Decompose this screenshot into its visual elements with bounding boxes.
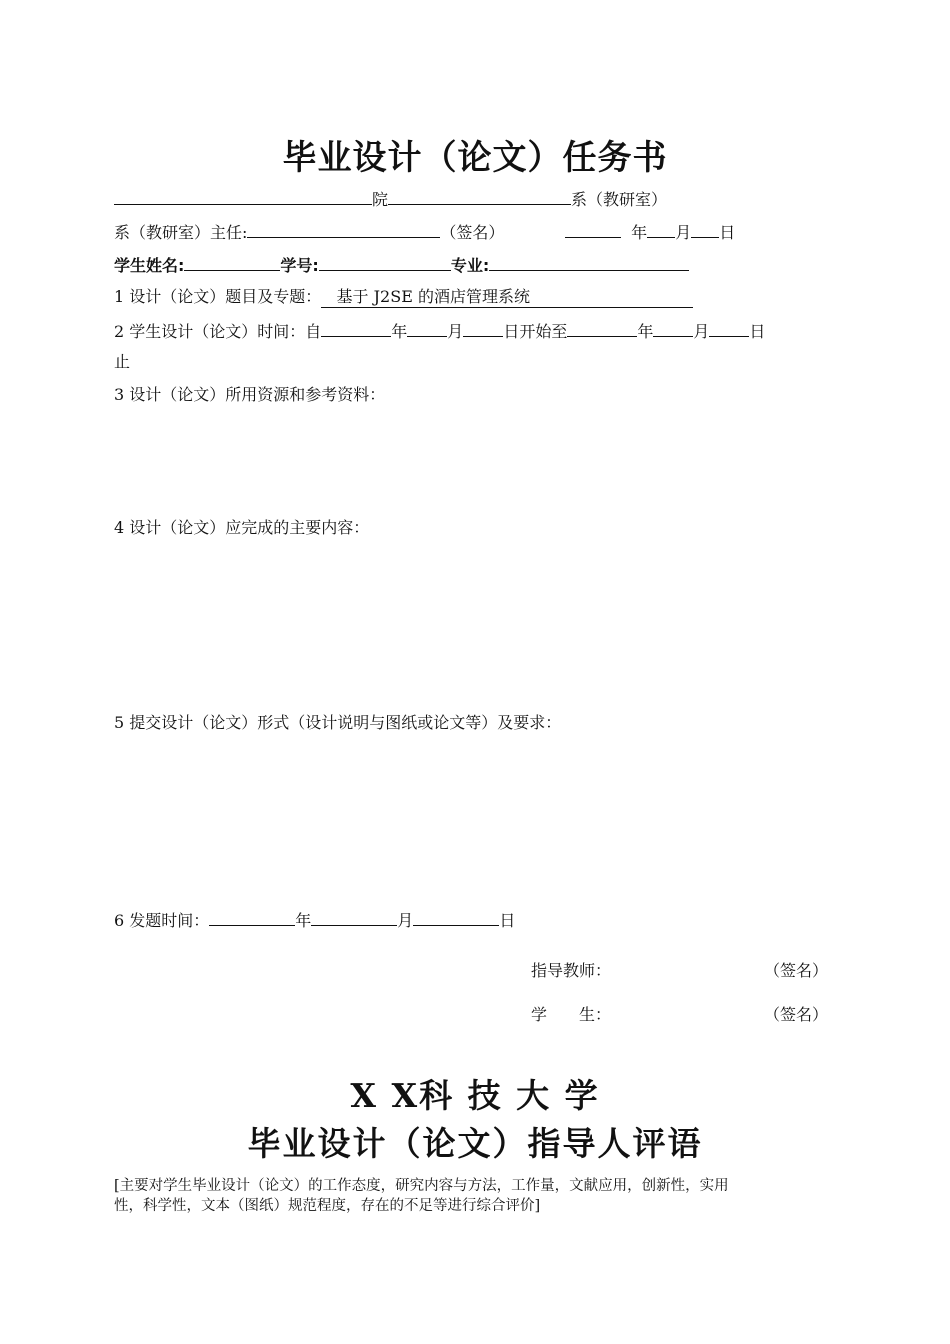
director-date [565, 221, 735, 243]
time-month: 月 [447, 322, 464, 341]
student-name-blank[interactable] [184, 254, 280, 271]
time-day-blank[interactable] [463, 320, 503, 337]
evaluation-title: 毕业设计（论文）指导人评语 [247, 1124, 703, 1163]
major-blank[interactable] [489, 254, 689, 271]
issue-day: 日 [499, 911, 516, 930]
major-label: 专业: [450, 256, 490, 275]
time-label: 2 学生设计（论文）时间：自 [114, 322, 322, 341]
time-month2: 月 [693, 322, 710, 341]
director-month: 月 [675, 223, 692, 242]
topic-label: 1 设计（论文）题目及专题： [114, 287, 322, 306]
topic-value-text: 基于 J2SE 的酒店管理系统 [336, 287, 530, 306]
item-content: 4 设计（论文）应完成的主要内容： [114, 518, 370, 537]
topic-value[interactable] [321, 287, 693, 308]
item-topic [114, 287, 693, 308]
university-name: X X科 技 大 学 [350, 1076, 600, 1115]
director-label: 系（教研室）主任: [114, 223, 248, 242]
director-day-blank[interactable] [691, 221, 719, 238]
evaluation-note-line1: [主要对学生毕业设计（论文）的工作态度，研究内容与方法，工作量，文献应用，创新性，实用 [114, 1178, 729, 1194]
director-year: 年 [631, 223, 648, 242]
time-day2: 日 [749, 322, 766, 341]
time-year2-blank[interactable] [567, 320, 637, 337]
director-sign: （签名） [440, 223, 505, 242]
time-year: 年 [391, 322, 408, 341]
director-month-blank[interactable] [647, 221, 675, 238]
director-year-blank[interactable] [565, 221, 621, 238]
issue-year-blank[interactable] [209, 909, 295, 926]
time-year2: 年 [637, 322, 654, 341]
student-line [114, 254, 689, 276]
time-month-blank[interactable] [407, 320, 447, 337]
evaluation-note-line2: 性，科学性，文本（图纸）规范程度，存在的不足等进行综合评价] [114, 1198, 541, 1214]
college-line [114, 188, 667, 210]
issue-month: 月 [397, 911, 414, 930]
advisor-sign: （签名） [764, 961, 829, 980]
student-id-blank[interactable] [319, 254, 451, 271]
student-sign-label: 学 生： [531, 1005, 612, 1024]
item-time [114, 320, 765, 342]
item-form: 5 提交设计（论文）形式（设计说明与图纸或论文等）及要求： [114, 713, 562, 732]
department-blank[interactable] [388, 188, 571, 205]
college-suffix: 院 [372, 190, 389, 209]
issue-month-blank[interactable] [311, 909, 397, 926]
time-year-blank[interactable] [321, 320, 391, 337]
item-resources: 3 设计（论文）所用资源和参考资料： [114, 385, 386, 404]
time-day2-blank[interactable] [709, 320, 749, 337]
advisor-label: 指导教师： [531, 961, 612, 980]
director-day: 日 [719, 223, 736, 242]
time-start: 日开始至 [503, 322, 568, 341]
college-blank[interactable] [114, 188, 372, 205]
time-month2-blank[interactable] [653, 320, 693, 337]
page-title: 毕业设计（论文）任务书 [282, 138, 668, 178]
time-end: 止 [114, 352, 131, 371]
issue-day-blank[interactable] [413, 909, 499, 926]
student-id-label: 学号: [280, 256, 319, 275]
student-sign: （签名） [764, 1005, 829, 1024]
director-blank[interactable] [247, 221, 440, 238]
director-line [114, 221, 504, 243]
item-issue [114, 909, 515, 931]
department-suffix: 系（教研室） [571, 190, 668, 209]
issue-year: 年 [295, 911, 312, 930]
student-name-label: 学生姓名: [114, 256, 185, 275]
issue-label: 6 发题时间： [114, 911, 210, 930]
